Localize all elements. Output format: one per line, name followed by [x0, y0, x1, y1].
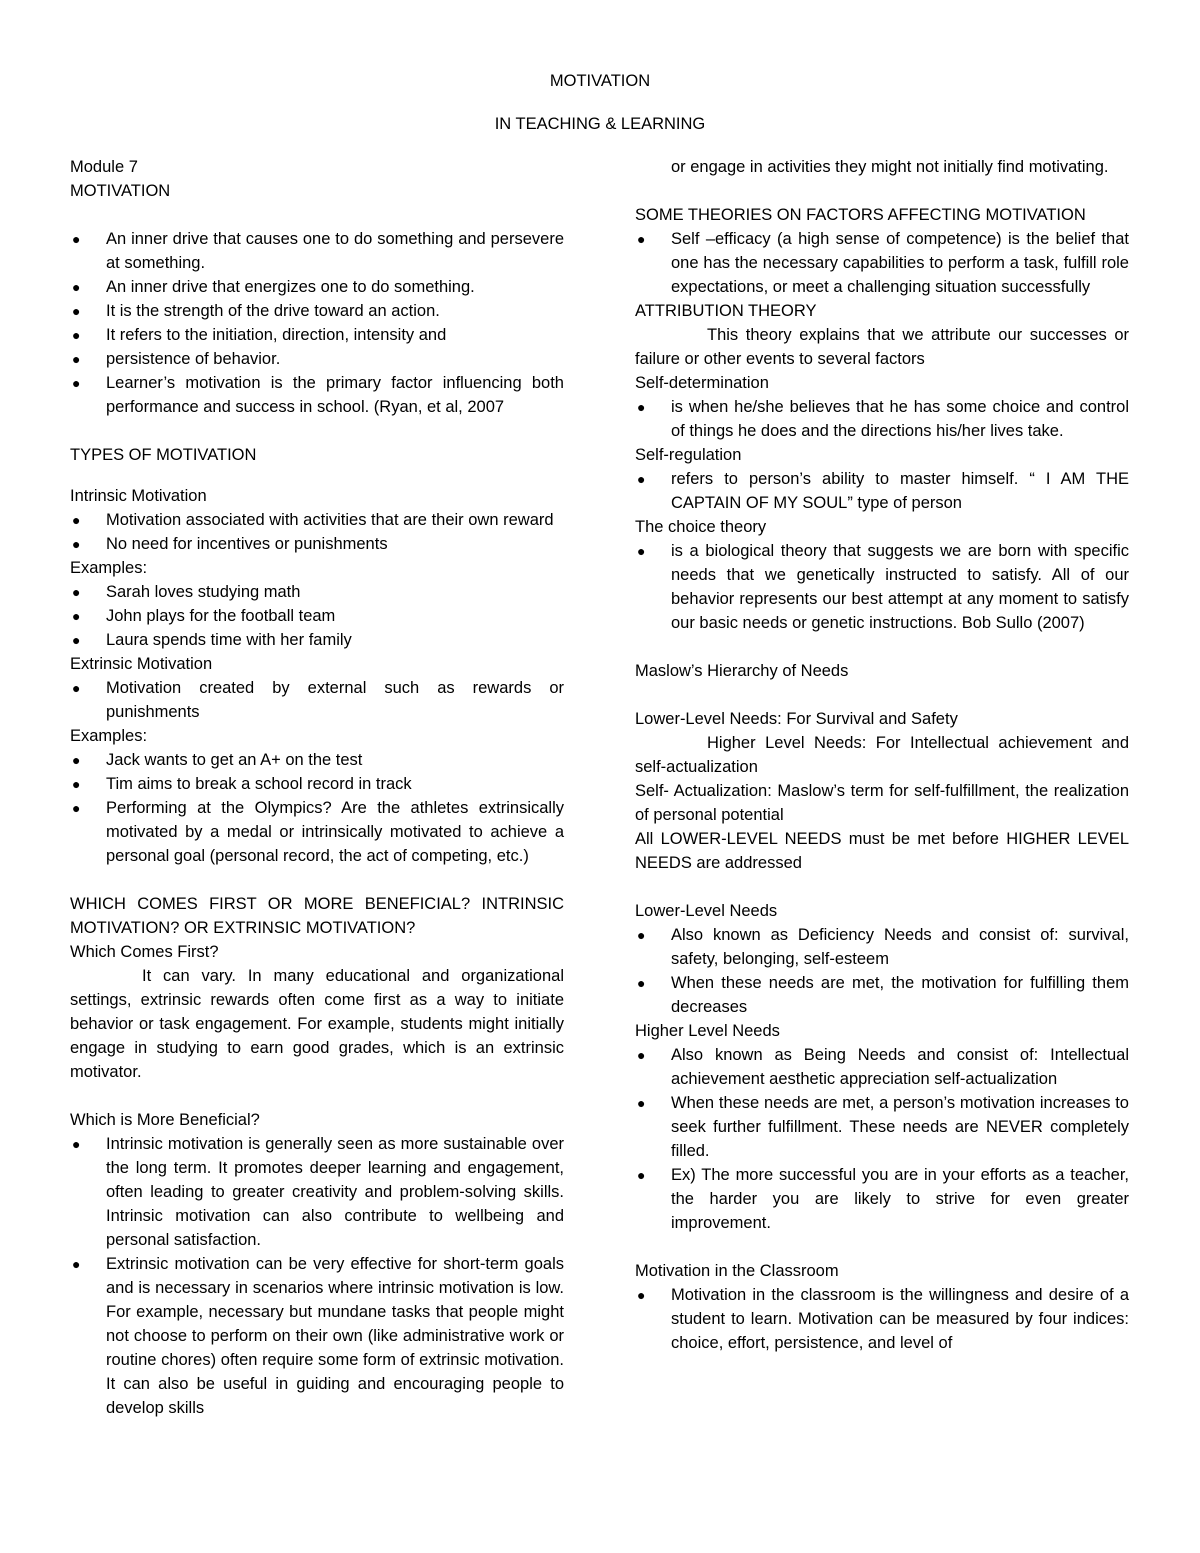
continued-text: or engage in activities they might not initially find motivating. [671, 158, 1109, 176]
which-first-heading: Which Comes First? [70, 943, 219, 961]
bullet-icon: ● [637, 1047, 646, 1063]
all-lower-line: All LOWER-LEVEL NEEDS must be met before HIGHER LEVEL NEEDS are addressed [635, 830, 1129, 872]
extrinsic-heading: Extrinsic Motivation [70, 655, 213, 673]
examples-label: Examples: [70, 559, 148, 577]
list-item: ● is a biological theory that suggests we are born with specific needs that we genetically instructed to satisfy. All of our behavior represents our best attempt at any moment to satisfy our basic needs or genetic instructions. Bob Sullo (2007) [635, 539, 1129, 635]
list-item: ● Ex) The more successful you are in your efforts as a teacher, the harder you are likely to strive for even greater improvement. [635, 1163, 1129, 1235]
module-label: Module 7 [70, 158, 138, 176]
attribution-heading: ATTRIBUTION THEORY [635, 302, 817, 320]
page-title: MOTIVATION [549, 72, 651, 90]
list-item: ● Jack wants to get an A+ on the test [70, 748, 564, 772]
classroom-list [635, 1283, 1129, 1355]
list-item: ● Self –efficacy (a high sense of competence) is the belief that one has the necessary capabilities to perform a task, fulfill role expectations, or meet a challenging situation successfully [635, 227, 1129, 299]
list-item: ● John plays for the football team [70, 604, 564, 628]
list-item: ● Extrinsic motivation can be very effective for short-term goals and is necessary in scenarios where intrinsic motivation is low. For example, necessary but mundane tasks that people might not choose to perform on their own (like administrative work or routine chores) often require some form of extrinsic motivation. It can also be useful in guiding and encouraging people to develop skills [70, 1252, 564, 1420]
attribution-text: This theory explains that we attribute our successes or failure or other events to several factors [635, 326, 1129, 368]
bullet-icon: ● [72, 680, 81, 696]
bullet-icon: ● [72, 752, 81, 768]
list-item: ● Performing at the Olympics? Are the athletes extrinsically motivated by a medal or intrinsically motivated to achieve a personal goal (personal record, the act of competing, etc.) [70, 796, 564, 868]
list-item: ● Intrinsic motivation is generally seen as more sustainable over the long term. It promotes deeper learning and engagement, often leading to greater creativity and problem-solving skills. Intrinsic motivation can also contribute to wellbeing and personal satisfaction. [70, 1132, 564, 1252]
intrinsic-examples-list [70, 580, 564, 652]
list-item: ● Also known as Being Needs and consist of: Intellectual achievement aesthetic appreciation self-actualization [635, 1043, 1129, 1091]
list-item: ● When these needs are met, the motivation for fulfilling them decreases [635, 971, 1129, 1019]
self-regulation-list [635, 467, 1129, 515]
bullet-icon: ● [637, 399, 646, 415]
self-determination-list [635, 395, 1129, 443]
bullet-icon: ● [637, 1095, 646, 1111]
bullet-icon: ● [72, 776, 81, 792]
left-column [70, 155, 564, 1420]
list-item: ● It refers to the initiation, direction, intensity and [70, 323, 564, 347]
list-item: ● An inner drive that causes one to do something and persevere at something. [70, 227, 564, 275]
bullet-icon: ● [637, 231, 646, 247]
list-item: ● Motivation associated with activities that are their own reward [70, 508, 564, 532]
list-item: ● No need for incentives or punishments [70, 532, 564, 556]
lower-needs-list [635, 923, 1129, 1019]
higher-needs-heading: Higher Level Needs [635, 1022, 780, 1040]
motivation-list [70, 227, 564, 419]
self-efficacy-list [635, 227, 1129, 299]
classroom-heading: Motivation in the Classroom [635, 1262, 839, 1280]
list-item: ● Tim aims to break a school record in track [70, 772, 564, 796]
bullet-icon: ● [72, 632, 81, 648]
list-item: ● refers to person’s ability to master himself. “ I AM THE CAPTAIN OF MY SOUL” type of person [635, 467, 1129, 515]
bullet-icon: ● [72, 279, 81, 295]
theories-heading: SOME THEORIES ON FACTORS AFFECTING MOTIVATION [635, 206, 1086, 224]
bullet-icon: ● [637, 1287, 646, 1303]
bullet-icon: ● [72, 1136, 81, 1152]
beneficial-list [70, 1132, 564, 1420]
intrinsic-heading: Intrinsic Motivation [70, 487, 207, 505]
bullet-icon: ● [72, 536, 81, 552]
beneficial-heading: Which is More Beneficial? [70, 1111, 260, 1129]
which-heading: WHICH COMES FIRST OR MORE BENEFICIAL? INTRINSIC MOTIVATION? OR EXTRINSIC MOTIVATION? [70, 895, 564, 937]
higher-needs-list [635, 1043, 1129, 1235]
bullet-icon: ● [72, 608, 81, 624]
bullet-icon: ● [72, 584, 81, 600]
list-item: ● Motivation created by external such as rewards or punishments [70, 676, 564, 724]
list-item: ● It is the strength of the drive toward an action. [70, 299, 564, 323]
bullet-icon: ● [72, 327, 81, 343]
intrinsic-list [70, 508, 564, 556]
higher-level-line: Higher Level Needs: For Intellectual achievement and self-actualization [635, 734, 1129, 776]
self-actualization-line: Self- Actualization: Maslow’s term for self-fulfillment, the realization of personal potential [635, 782, 1129, 824]
extrinsic-examples-list [70, 748, 564, 868]
self-regulation-heading: Self-regulation [635, 446, 742, 464]
lower-needs-heading: Lower-Level Needs [635, 902, 778, 920]
list-item: ● Motivation in the classroom is the willingness and desire of a student to learn. Motivation can be measured by four indices: choice, effort, persistence, and level of [635, 1283, 1129, 1355]
bullet-icon: ● [637, 975, 646, 991]
bullet-icon: ● [637, 1167, 646, 1183]
bullet-icon: ● [72, 351, 81, 367]
motivation-heading: MOTIVATION [70, 182, 171, 200]
bullet-icon: ● [72, 1256, 81, 1272]
lower-level-line: Lower-Level Needs: For Survival and Safety [635, 710, 958, 728]
list-item: ● Laura spends time with her family [70, 628, 564, 652]
list-item: ● Also known as Deficiency Needs and consist of: survival, safety, belonging, self-esteem [635, 923, 1129, 971]
bullet-icon: ● [72, 512, 81, 528]
bullet-icon: ● [637, 927, 646, 943]
which-first-text: It can vary. In many educational and organizational settings, extrinsic rewards often come first as a way to initiate behavior or task engagement. For example, students might initially engage in studying to earn good grades, which is an extrinsic motivator. [70, 967, 564, 1081]
examples-label: Examples: [70, 727, 148, 745]
types-heading: TYPES OF MOTIVATION [70, 446, 257, 464]
list-item: ● When these needs are met, a person’s motivation increases to seek further fulfillment. These needs are NEVER completely filled. [635, 1091, 1129, 1163]
list-item: ● Sarah loves studying math [70, 580, 564, 604]
extrinsic-list [70, 676, 564, 724]
page-subtitle: IN TEACHING & LEARNING [494, 115, 706, 133]
list-item: ● is when he/she believes that he has some choice and control of things he does and the directions his/her lives take. [635, 395, 1129, 443]
bullet-icon: ● [72, 231, 81, 247]
self-determination-heading: Self-determination [635, 374, 769, 392]
list-item: ● persistence of behavior. [70, 347, 564, 371]
bullet-icon: ● [72, 800, 81, 816]
choice-list [635, 539, 1129, 635]
bullet-icon: ● [72, 303, 81, 319]
bullet-icon: ● [637, 543, 646, 559]
bullet-icon: ● [72, 375, 81, 391]
choice-heading: The choice theory [635, 518, 767, 536]
list-item: ● Learner’s motivation is the primary factor influencing both performance and success in school. (Ryan, et al, 2007 [70, 371, 564, 419]
bullet-icon: ● [637, 471, 646, 487]
maslow-heading: Maslow’s Hierarchy of Needs [635, 662, 849, 680]
right-column [635, 155, 1129, 1355]
list-item: ● An inner drive that energizes one to do something. [70, 275, 564, 299]
